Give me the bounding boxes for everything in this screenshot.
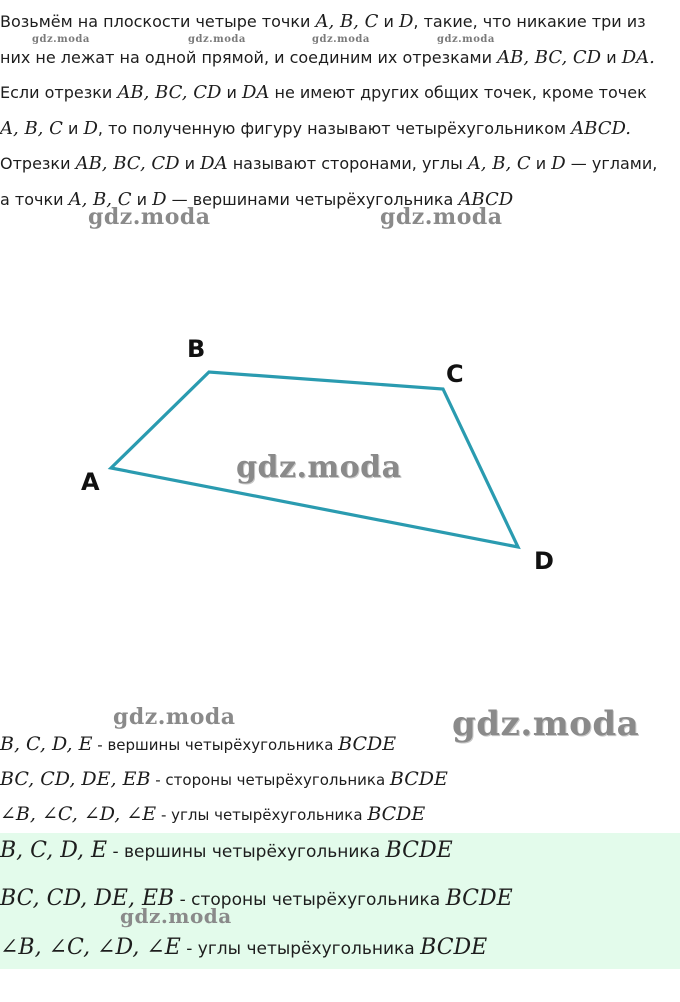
answer-row-vertices: B, C, D, E - вершины четырёхугольника BCDE — [0, 733, 397, 755]
paragraph-line-6: а точки A, B, C и D — вершинами четырёхугольника ABCD — [0, 188, 514, 210]
watermark: gdz.moda — [188, 34, 246, 45]
watermark: gdz.moda — [120, 904, 232, 928]
vertex-label-a: A — [81, 468, 100, 496]
watermark: gdz.moda — [236, 450, 402, 485]
vertex-label-b: B — [187, 335, 206, 363]
paragraph-line-3: Если отрезки AB, BC, CD и DA не имеют других общих точек, кроме точек — [0, 82, 647, 103]
watermark: gdz.moda — [452, 704, 640, 744]
answer-row-sides: BC, CD, DE, EB - стороны четырёхугольника BCDE — [0, 768, 448, 790]
vertex-label-c: C — [446, 360, 464, 388]
watermark: gdz.moda — [32, 34, 90, 45]
paragraph-line-4: A, B, C и D, то полученную фигуру называют четырёхугольником ABCD. — [0, 117, 632, 139]
watermark: gdz.moda — [312, 34, 370, 45]
paragraph-line-5: Отрезки AB, BC, CD и DA называют сторонами, углы A, B, C и D — углами, — [0, 153, 658, 174]
paragraph-line-1: Возьмём на плоскости четыре точки A, B, C и D, такие, что никакие три из — [0, 11, 646, 32]
highlighted-row-angles: ∠B, ∠C, ∠D, ∠E - углы четырёхугольника BCDE — [0, 935, 488, 960]
watermark: gdz.moda — [380, 204, 503, 230]
watermark: gdz.moda — [437, 34, 495, 45]
watermark: gdz.moda — [113, 704, 236, 730]
vertex-label-d: D — [534, 547, 554, 575]
watermark: gdz.moda — [88, 204, 211, 230]
paragraph-line-2: них не лежат на одной прямой, и соединим их отрезками AB, BC, CD и DA. — [0, 46, 655, 68]
highlighted-row-vertices: B, C, D, E - вершины четырёхугольника BCDE — [0, 838, 453, 863]
quadrilateral-figure — [0, 300, 680, 590]
answer-row-angles: ∠B, ∠C, ∠D, ∠E - углы четырёхугольника BCDE — [0, 803, 426, 825]
highlighted-row-sides: BC, CD, DE, EB - стороны четырёхугольника BCDE — [0, 886, 513, 911]
